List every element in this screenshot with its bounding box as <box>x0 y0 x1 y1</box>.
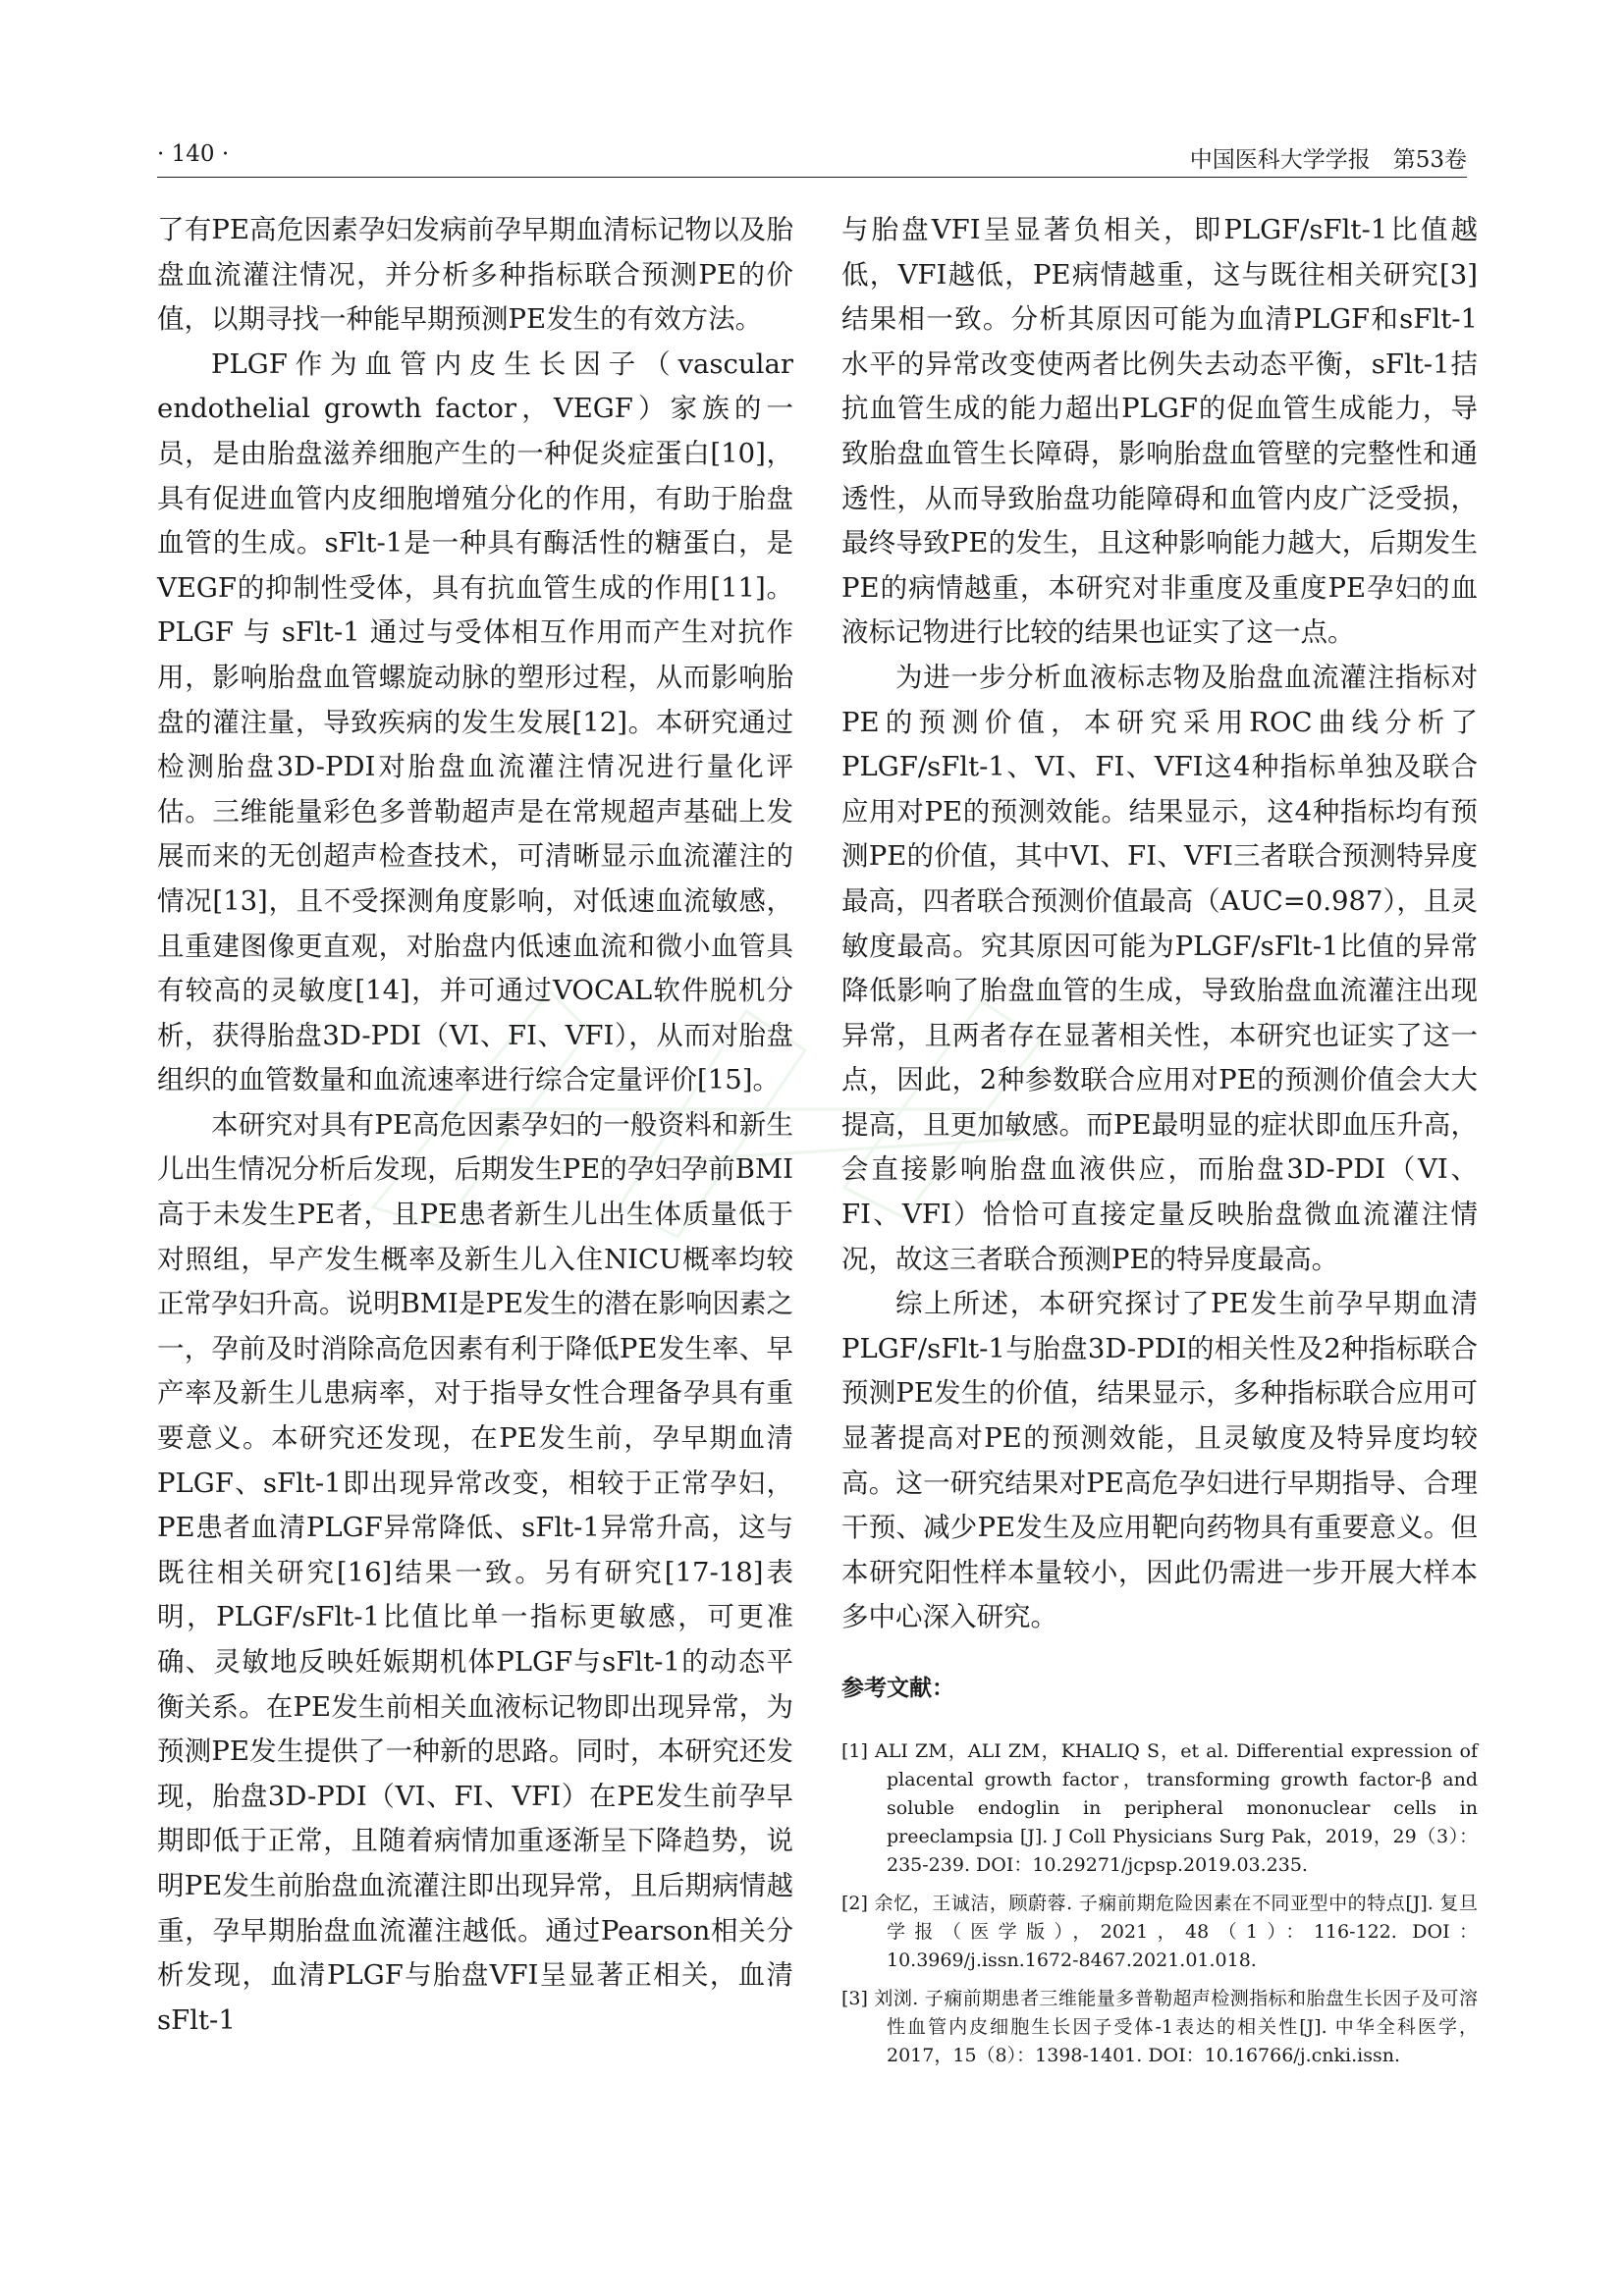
paragraph: 本研究对具有PE高危因素孕妇的一般资料和新生儿出生情况分析后发现，后期发生PE的孕妇孕前BMI高于未发生PE者，且PE患者新生儿出生体质量低于对照组，早产发生概率及新生儿入住NICU概率均较正常孕妇升高。说明BMI是PE发生的潜在影响因素之一，孕前及时消除高危因素有利于降低PE发生率、早产率及新生儿患病率，对于指导女性合理备孕具有重要意义。本研究还发现，在PE发生前，孕早期血清PLGF、sFlt-1即出现异常改变，相较于正常孕妇，PE患者血清PLGF异常降低、sFlt-1异常升高，这与既往相关研究[16]结果一致。另有研究[17-18]表明，PLGF/sFlt-1比值比单一指标更敏感，可更准确、灵敏地反映妊娠期机体PLGF与sFlt-1的动态平衡关系。在PE发生前相关血液标记物即出现异常，为预测PE发生提供了一种新的思路。同时，本研究还发现，胎盘3D-PDI（VI、FI、VFI）在PE发生前孕早期即低于正常，且随着病情加重逐渐呈下降趋势，说明PE发生前胎盘血流灌注即出现异常，且后期病情越重，孕早期胎盘血流灌注越低。通过Pearson相关分析发现，血清PLGF与胎盘VFI呈显著正相关，血清sFlt-1 <box>157 1108 793 2036</box>
journal-title: 中国医科大学学报 第53卷 <box>1189 147 1467 173</box>
paragraph: 与胎盘VFI呈显著负相关，即PLGF/sFlt-1比值越低，VFI越低，PE病情越重，这与既往相关研究[3]结果相一致。分析其原因可能为血清PLGF和sFlt-1水平的异常改变使两者比例失去动态平衡，sFlt-1拮抗血管生成的能力超出PLGF的促血管生成能力，导致胎盘血管生长障碍，影响胎盘血管壁的完整性和通透性，从而导致胎盘功能障碍和血管内皮广泛受损，最终导致PE的发生，且这种影响能力越大，后期发生PE的病情越重，本研究对非重度及重度PE孕妇的血液标记物进行比较的结果也证实了这一点。 <box>841 214 1478 649</box>
reference-item: [2] 余忆，王诚洁，顾蔚蓉. 子痫前期危险因素在不同亚型中的特点[J]. 复旦学报（医学版），2021，48（1）：116-122. DOI：10.3969/j.issn.1672-8467.2021.01.018. <box>841 1893 1478 1971</box>
references-heading: 参考文献： <box>841 1676 954 1701</box>
page-header <box>157 137 1467 178</box>
right-column <box>841 208 1478 2080</box>
paragraph: 了有PE高危因素孕妇发病前孕早期血清标记物以及胎盘血流灌注情况，并分析多种指标联合预测PE的价值，以期寻找一种能早期预测PE发生的有效方法。 <box>157 214 793 336</box>
paragraph: 为进一步分析血液标志物及胎盘血流灌注指标对PE的预测价值，本研究采用ROC曲线分析了PLGF/sFlt-1、VI、FI、VFI这4种指标单独及联合应用对PE的预测效能。结果显示，这4种指标均有预测PE的价值，其中VI、FI、VFI三者联合预测特异度最高，四者联合预测价值最高（AUC=0.987），且灵敏度最高。究其原因可能为PLGF/sFlt-1比值的异常降低影响了胎盘血管的生成，导致胎盘血流灌注出现异常，且两者存在显著相关性，本研究也证实了这一点，因此，2种参数联合应用对PE的预测价值会大大提高，且更加敏感。而PE最明显的症状即血压升高，会直接影响胎盘血液供应，而胎盘3D-PDI（VI、FI、VFI）恰恰可直接定量反映胎盘微血流灌注情况，故这三者联合预测PE的特异度最高。 <box>841 661 1478 1275</box>
reference-item: [1] ALI ZM，ALI ZM，KHALIQ S，et al. Differential expression of placental growth factor，transforming growth factor-β and soluble endoglin in peripheral mononuclear cells in preeclampsia [J]. J Coll Physicians Surg Pak，2019，29（3）：235-239. DOI：10.29271/jcpsp.2019.03.235. <box>841 1740 1478 1876</box>
paragraph: PLGF作为血管内皮生长因子（vascular endothelial growth factor，VEGF）家族的一员，是由胎盘滋养细胞产生的一种促炎症蛋白[10]，具有促进血管内皮细胞增殖分化的作用，有助于胎盘血管的生成。sFlt-1是一种具有酶活性的糖蛋白，是VEGF的抑制性受体，具有抗血管生成的作用[11]。PLGF 与 sFlt-1 通过与受体相互作用而产生对抗作用，影响胎盘血管螺旋动脉的塑形过程，从而影响胎盘的灌注量，导致疾病的发生发展[12]。本研究通过检测胎盘3D-PDI对胎盘血流灌注情况进行量化评估。三维能量彩色多普勒超声是在常规超声基础上发展而来的无创超声检查技术，可清晰显示血流灌注的情况[13]，且不受探测角度影响，对低速血流敏感，且重建图像更直观，对胎盘内低速血流和微小血管具有较高的灵敏度[14]，并可通过VOCAL软件脱机分析，获得胎盘3D-PDI（VI、FI、VFI），从而对胎盘组织的血管数量和血流速率进行综合定量评价[15]。 <box>157 347 793 1096</box>
paragraph: 综上所述，本研究探讨了PE发生前孕早期血清PLGF/sFlt-1与胎盘3D-PDI的相关性及2种指标联合预测PE发生的价值，结果显示，多种指标联合应用可显著提高对PE的预测效能，且灵敏度及特异度均较高。这一研究结果对PE高危孕妇进行早期指导、合理干预、减少PE发生及应用靶向药物具有重要意义。但本研究阳性样本量较小，因此仍需进一步开展大样本多中心深入研究。 <box>841 1288 1478 1633</box>
reference-item: [3] 刘浏. 子痫前期患者三维能量多普勒超声检测指标和胎盘生长因子及可溶性血管内皮细胞生长因子受体-1表达的相关性[J]. 中华全科医学，2017，15（8）：1398-1401. DOI：10.16766/j.cnki.issn. <box>841 1988 1478 2066</box>
page-number: · 140 · <box>157 141 230 167</box>
left-column <box>157 208 793 2043</box>
